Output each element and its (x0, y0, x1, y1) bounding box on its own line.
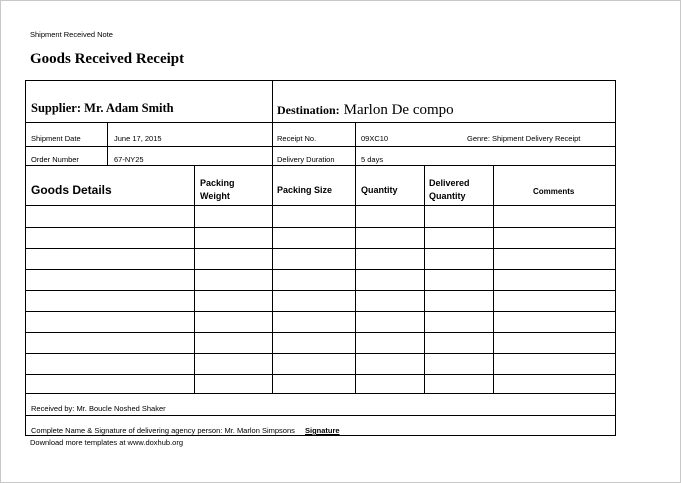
receipt-form (25, 80, 616, 436)
rule-under-order-number (26, 165, 615, 166)
header-packing-weight-line2: Weight (200, 191, 230, 201)
order-number-value: 67-NY25 (114, 155, 144, 164)
header-quantity: Quantity (361, 185, 398, 195)
divider-info-label (107, 122, 108, 165)
header-comments: Comments (533, 187, 575, 196)
header-packing-weight (200, 177, 235, 203)
destination-field (277, 101, 454, 119)
header-delivered-quantity-line1: Delivered (429, 178, 470, 188)
column-divider (493, 165, 494, 393)
table-row-rule (26, 353, 615, 354)
destination-label: Destination: (277, 103, 340, 117)
signature-label: Signature (304, 426, 340, 435)
header-packing-weight-line1: Packing (200, 178, 235, 188)
agency-person-text: Complete Name & Signature of delivering agency person: Mr. Marlon Simpsons (31, 426, 295, 435)
header-delivered-quantity (429, 177, 470, 203)
rule-under-shipment-date (26, 146, 615, 147)
delivery-duration-value: 5 days (361, 155, 384, 164)
table-row-rule (26, 311, 615, 312)
supplier-field (31, 101, 174, 116)
supplier-label: Supplier: (31, 101, 82, 115)
column-divider (194, 165, 195, 393)
footer-download-text: Download more templates at www.doxhub.org (30, 438, 183, 447)
receipt-no-value: 09XC10 (361, 134, 389, 143)
rule-under-received-by (26, 415, 615, 416)
agency-signature-line (31, 426, 340, 435)
table-row-rule (26, 227, 615, 228)
rule-under-supplier (26, 122, 615, 123)
header-goods-details: Goods Details (31, 183, 112, 197)
received-by-text: Received by: Mr. Boucle Noshed Shaker (31, 404, 166, 413)
table-row-rule (26, 374, 615, 375)
table-row-rule (26, 248, 615, 249)
column-divider (272, 165, 273, 393)
shipment-date-value: June 17, 2015 (114, 134, 162, 143)
delivery-duration-label: Delivery Duration (277, 155, 335, 164)
divider-info-label (355, 122, 356, 165)
order-number-label: Order Number (31, 155, 79, 164)
table-bottom-rule (26, 393, 615, 394)
destination-value: Marlon De compo (343, 102, 454, 118)
receipt-no-label: Receipt No. (277, 134, 317, 143)
header-packing-size: Packing Size (277, 185, 333, 195)
header-delivered-quantity-line2: Quantity (429, 191, 466, 201)
table-row-rule (26, 332, 615, 333)
supplier-value: Mr. Adam Smith (84, 101, 174, 115)
column-divider (424, 165, 425, 393)
document-title: Goods Received Receipt (30, 51, 185, 67)
genre-text: Genre: Shipment Delivery Receipt (467, 134, 581, 143)
table-row-rule (26, 290, 615, 291)
divider-supplier-destination (272, 81, 273, 165)
document-subheading: Shipment Received Note (30, 30, 113, 39)
table-row-rule (26, 269, 615, 270)
column-divider (355, 165, 356, 393)
shipment-date-label: Shipment Date (31, 134, 81, 143)
rule-under-table-header (26, 205, 615, 206)
